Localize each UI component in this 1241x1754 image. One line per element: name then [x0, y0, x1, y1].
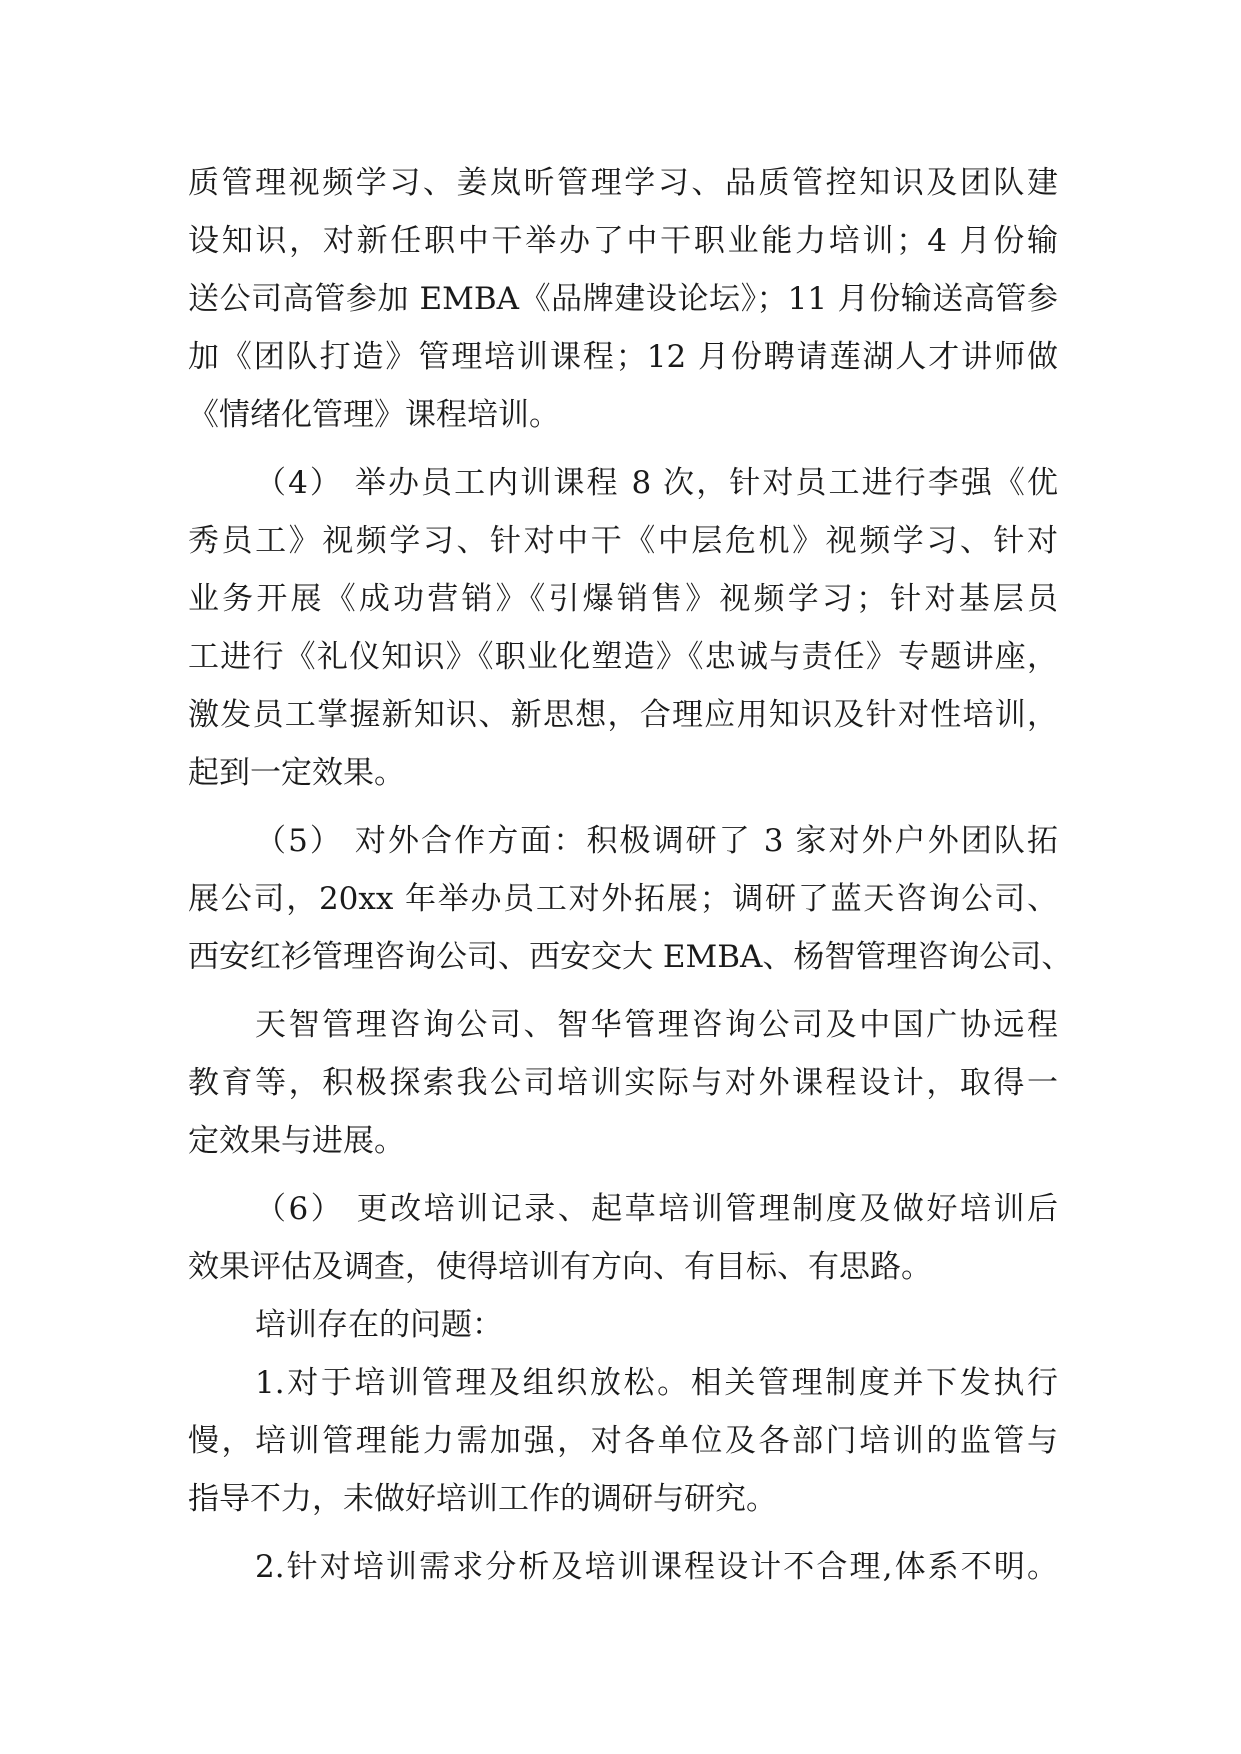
text-line: 送公司高管参加 EMBA《品牌建设论坛》；11 月份输送高管参 [188, 281, 1058, 317]
text-line: 效果评估及调查，使得培训有方向、有目标、有思路。 [188, 1249, 932, 1285]
text-line: 工进行《礼仪知识》《职业化塑造》《忠诚与责任》专题讲座， [188, 639, 1058, 675]
text-line: 指导不力，未做好培训工作的调研与研究。 [188, 1481, 777, 1517]
text-line: 西安红衫管理咨询公司、西安交大 EMBA、杨智管理咨询公司、 [188, 939, 1073, 975]
text-line: 加《团队打造》管理培训课程；12 月份聘请莲湖人才讲师做 [188, 339, 1058, 375]
text-line: 展公司，20xx 年举办员工对外拓展；调研了蓝天咨询公司、 [188, 881, 1058, 917]
text-line: （4） 举办员工内训课程 8 次，针对员工进行李强《优 [255, 465, 1058, 501]
text-line: 秀员工》视频学习、针对中干《中层危机》视频学习、针对 [188, 523, 1058, 559]
text-line: （5） 对外合作方面：积极调研了 3 家对外户外团队拓 [255, 823, 1058, 859]
section-heading: 培训存在的问题： [255, 1307, 503, 1343]
text-line: 设知识，对新任职中干举办了中干职业能力培训；4 月份输 [188, 223, 1058, 259]
text-line: 激发员工掌握新知识、新思想，合理应用知识及针对性培训， [188, 697, 1058, 733]
text-line: 业务开展《成功营销》《引爆销售》视频学习；针对基层员 [188, 581, 1058, 617]
text-line: 定效果与进展。 [188, 1123, 405, 1159]
text-line: 质管理视频学习、姜岚昕管理学习、品质管控知识及团队建 [188, 165, 1058, 201]
text-line: 1.对于培训管理及组织放松。相关管理制度并下发执行 [255, 1365, 1058, 1401]
text-line: 2.针对培训需求分析及培训课程设计不合理,体系不明。 [255, 1549, 1058, 1585]
text-line: 天智管理咨询公司、智华管理咨询公司及中国广协远程 [255, 1007, 1058, 1043]
text-line: 教育等，积极探索我公司培训实际与对外课程设计，取得一 [188, 1065, 1058, 1101]
text-line: 起到一定效果。 [188, 755, 405, 791]
text-line: 《情绪化管理》课程培训。 [188, 397, 560, 433]
text-line: （6） 更改培训记录、起草培训管理制度及做好培训后 [255, 1191, 1058, 1227]
text-line: 慢，培训管理能力需加强，对各单位及各部门培训的监管与 [188, 1423, 1058, 1459]
